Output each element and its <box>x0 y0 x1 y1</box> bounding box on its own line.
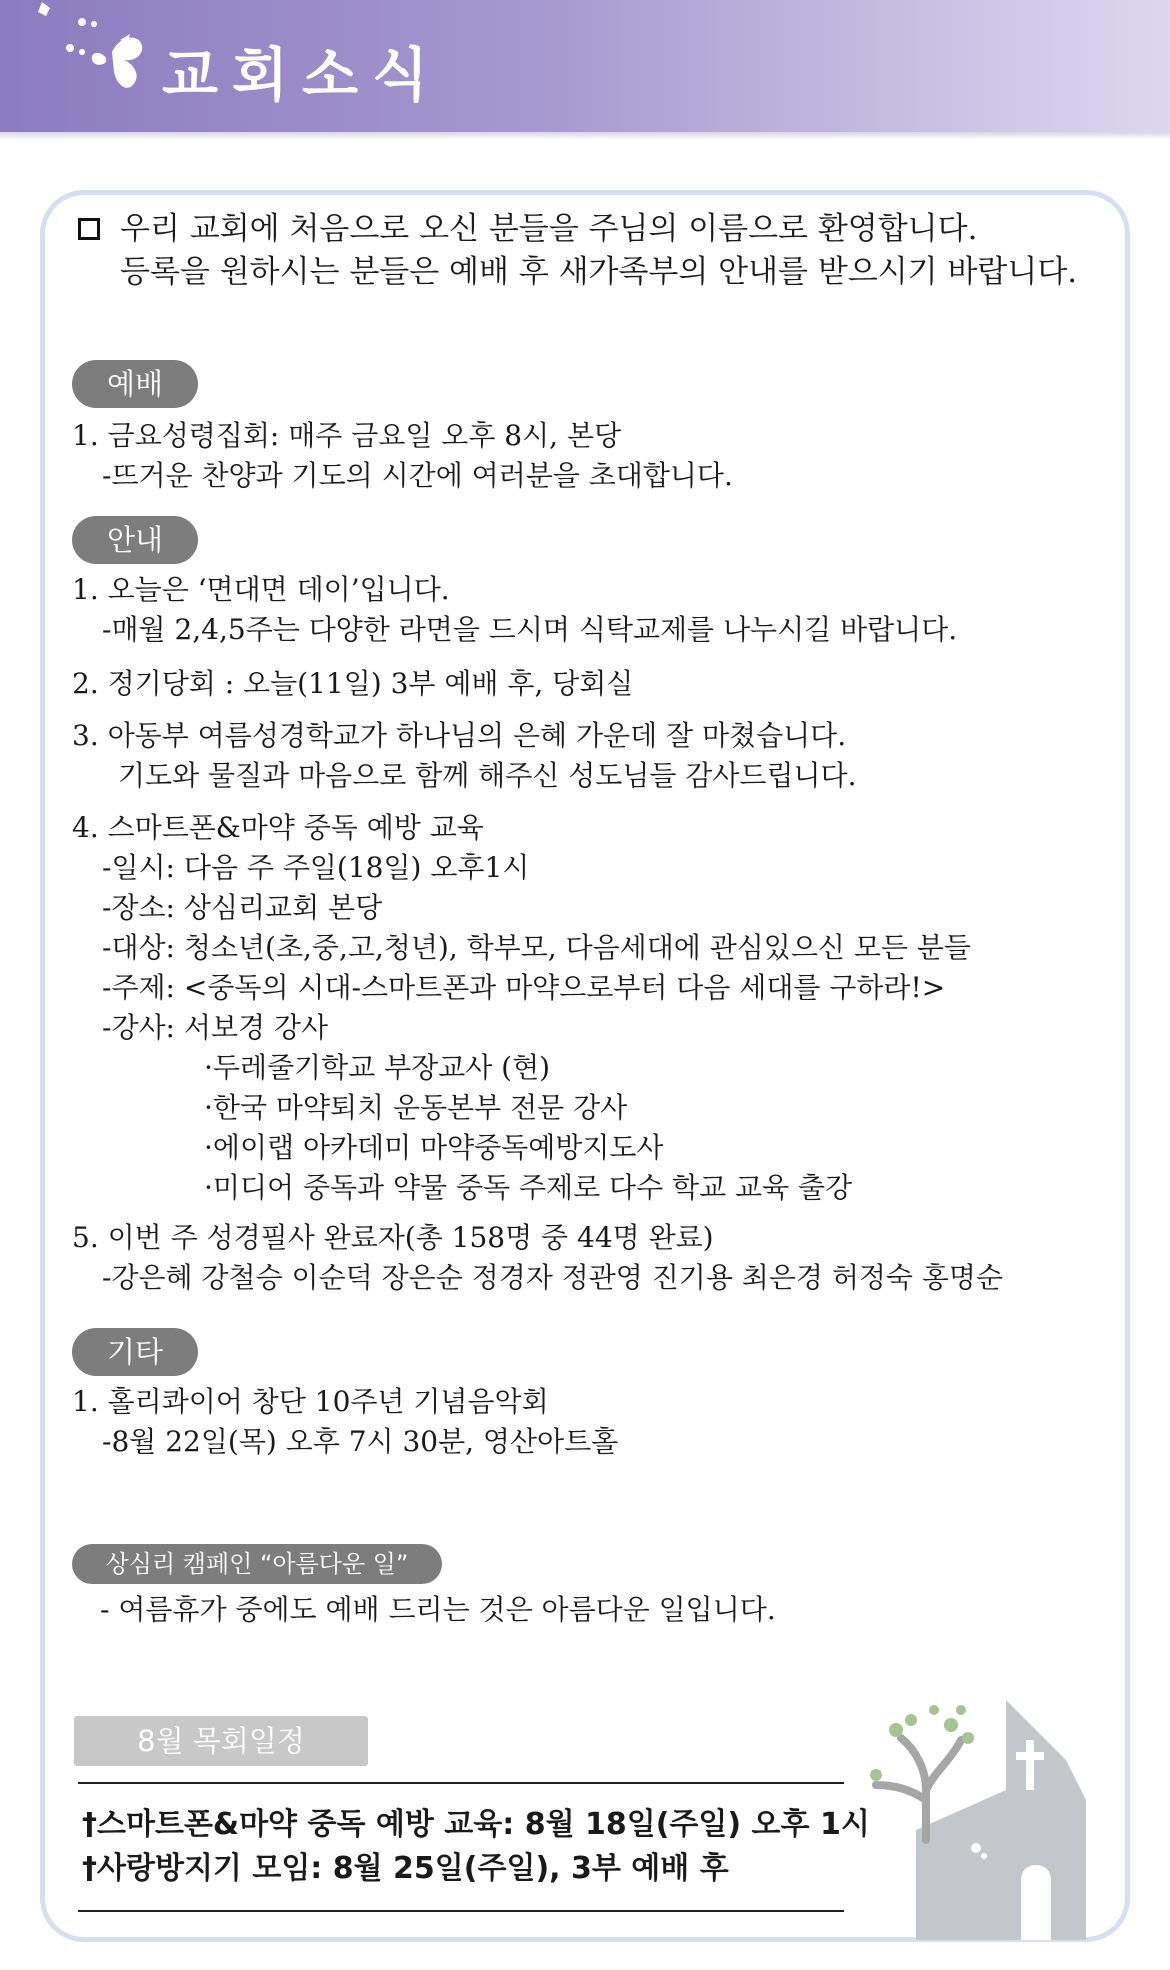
notice-item-4-speaker: -강사: 서보경 강사 <box>102 1011 329 1044</box>
schedule-bottom-divider <box>78 1910 844 1912</box>
welcome-line-2: 등록을 원하시는 분들은 예배 후 새가족부의 안내를 받으시기 바랍니다. <box>120 254 1078 290</box>
notice-item-4-where: -장소: 상심리교회 본당 <box>102 891 383 924</box>
section-label-notice: 안내 <box>72 516 198 564</box>
speaker-bio-2: ·한국 마약퇴치 운동본부 전문 강사 <box>204 1091 628 1124</box>
speaker-bio-1: ·두레줄기학교 부장교사 (현) <box>204 1051 551 1084</box>
notice-item-3 <box>72 716 857 796</box>
speaker-bio-3: ·에이랩 아카데미 마약중독예방지도사 <box>204 1131 664 1164</box>
header-shadow <box>0 132 1170 140</box>
butterfly-icon <box>20 0 170 110</box>
church-tree-icon <box>856 1680 1096 1940</box>
notice-item-4-topic: -주제: <중독의 시대-스마트폰과 마약으로부터 다음 세대를 구하라!> <box>102 971 946 1004</box>
worship-item-1 <box>72 416 733 496</box>
notice-item-1 <box>72 570 957 650</box>
page-title: 교회소식 <box>162 41 443 109</box>
section-label-etc: 기타 <box>72 1328 198 1376</box>
notice-item-4-title: 4. 스마트폰&마약 중독 예방 교육 <box>72 811 484 844</box>
welcome-message <box>78 208 1118 294</box>
etc-item-1-detail: -8월 22일(목) 오후 7시 30분, 영산아트홀 <box>102 1425 619 1458</box>
campaign-label: 상심리 캠페인 “아름다운 일” <box>72 1544 442 1584</box>
welcome-line-1: 우리 교회에 처음으로 오신 분들을 주님의 이름으로 환영합니다. <box>120 211 978 247</box>
etc-item-1-title: 1. 홀리콰이어 창단 10주년 기념음악회 <box>72 1385 549 1418</box>
notice-item-5-title: 5. 이번 주 성경필사 완료자(총 158명 중 44명 완료) <box>72 1221 714 1254</box>
section-label-worship: 예배 <box>72 360 198 408</box>
checkbox-bullet-icon <box>78 218 100 240</box>
notice-item-1-detail: -매월 2,4,5주는 다양한 라면을 드시며 식탁교제를 나누시길 바랍니다. <box>102 613 958 646</box>
worship-item-1-title: 1. 금요성령집회: 매주 금요일 오후 8시, 본당 <box>72 419 622 452</box>
notice-item-4-when: -일시: 다음 주 주일(18일) 오후1시 <box>102 851 530 884</box>
etc-item-1 <box>72 1382 618 1462</box>
notice-item-5-names: -강은혜 강철승 이순덕 장은순 정경자 정관영 진기용 최은경 허정숙 홍명순 <box>102 1261 1004 1294</box>
schedule-item-1: †스마트폰&마약 중독 예방 교육: 8월 18일(주일) 오후 1시 <box>82 1807 870 1842</box>
notice-item-3-detail: 기도와 물질과 마음으로 함께 해주신 성도님들 감사드립니다. <box>118 759 857 792</box>
speaker-bio-4: ·미디어 중독과 약물 중독 주제로 다수 학교 교육 출강 <box>204 1171 853 1204</box>
campaign-text: - 여름휴가 중에도 예배 드리는 것은 아름다운 일입니다. <box>100 1593 776 1626</box>
notice-item-5 <box>72 1218 1003 1298</box>
schedule-label: 8월 목회일정 <box>74 1716 368 1766</box>
notice-item-4-target: -대상: 청소년(초,중,고,청년), 학부모, 다음세대에 관심있으신 모든 분들 <box>102 931 971 964</box>
notice-item-1-title: 1. 오늘은 ‘면대면 데이’입니다. <box>72 573 450 606</box>
notice-item-4 <box>72 808 971 1208</box>
schedule-top-divider <box>78 1782 844 1784</box>
notice-item-2 <box>72 664 633 704</box>
schedule-item-2: †사랑방지기 모임: 8월 25일(주일), 3부 예배 후 <box>82 1851 729 1886</box>
worship-item-1-detail: -뜨거운 찬양과 기도의 시간에 여러분을 초대합니다. <box>102 459 733 492</box>
notice-item-2-title: 2. 정기당회 : 오늘(11일) 3부 예배 후, 당회실 <box>72 667 634 700</box>
notice-item-3-title: 3. 아동부 여름성경학교가 하나님의 은혜 가운데 잘 마쳤습니다. <box>72 719 847 752</box>
